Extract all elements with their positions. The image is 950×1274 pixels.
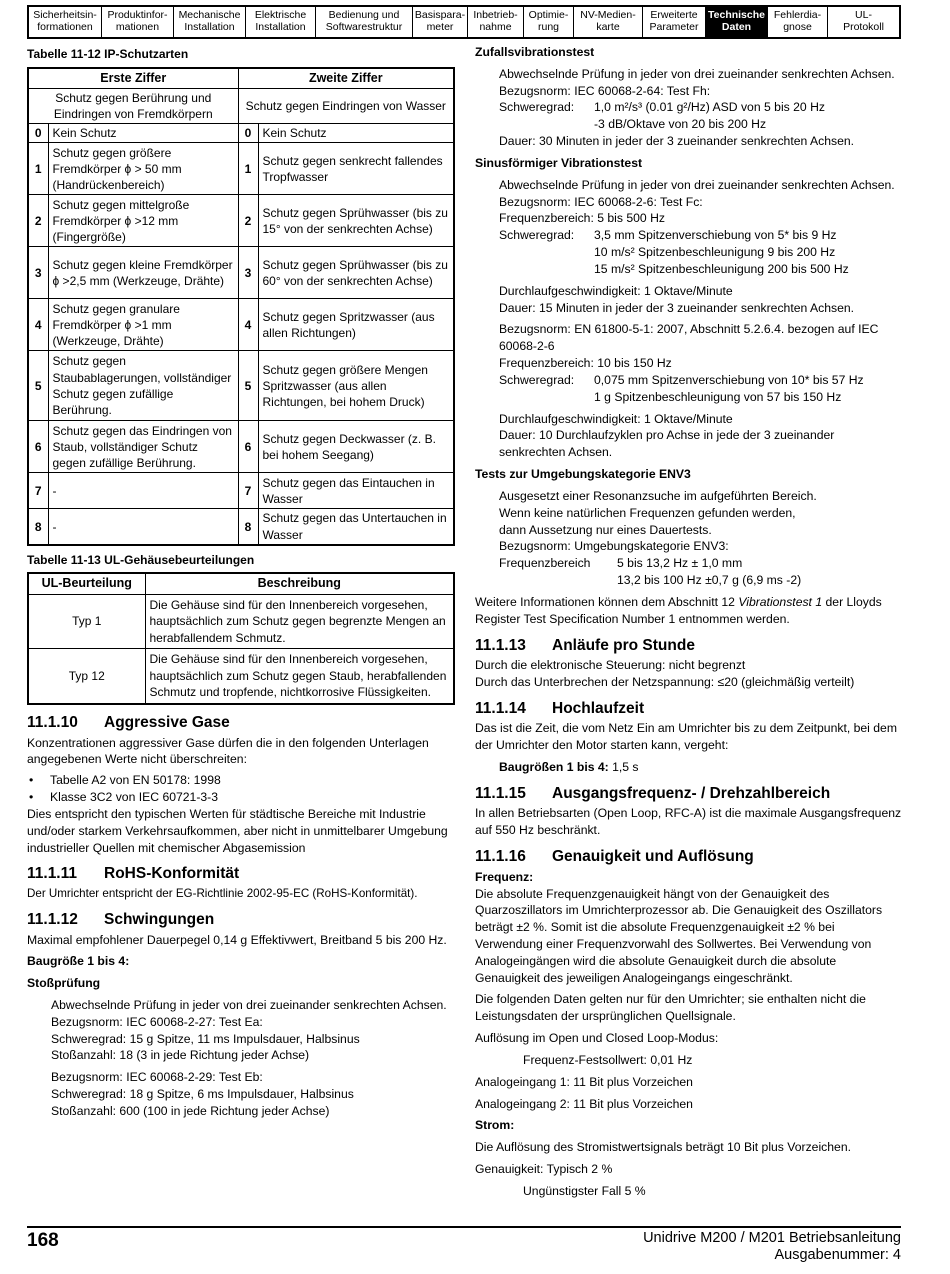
text-line: Abwechselnde Prüfung in jeder von drei zueinander senkrechten Achsen. xyxy=(51,997,447,1012)
text-line: Bezugsnorm: IEC 60068-2-6: Test Fc: xyxy=(499,194,703,209)
ip-desc: Kein Schutz xyxy=(258,124,454,143)
text-label: Frequenzbereich xyxy=(499,556,591,571)
nav-tab-technische-daten[interactable]: Technische Daten xyxy=(706,7,768,37)
ip-digit: 2 xyxy=(28,195,48,247)
ul-enclosure-table xyxy=(27,572,455,705)
text-line: Analogeingang 1: 11 Bit plus Vorzeichen xyxy=(475,1074,693,1089)
bullet-list xyxy=(27,772,455,806)
ip-digit: 0 xyxy=(238,124,258,143)
paragraph: Weitere Informationen können dem Abschnitt 12 Vibrationstest 1 der Lloyds Register Test Specification Number 1 entnommen werden. xyxy=(475,594,882,626)
text-line: Dauer: 15 Minuten in jeder der 3 zueinander senkrechten Achsen. xyxy=(499,300,855,315)
nav-tab-sicherheitsinformationen[interactable]: Sicherheitsin- formationen xyxy=(29,7,102,37)
text-line: Frequenz-Festsollwert: 0,01 Hz xyxy=(523,1052,693,1067)
ul-head-description: Beschreibung xyxy=(145,573,454,594)
ul-type: Typ 12 xyxy=(28,649,145,704)
table-row xyxy=(28,594,454,649)
ip-desc: Schutz gegen das Eindringen von Staub, vollständiger Schutz gegen zufällige Berührung. xyxy=(48,421,238,473)
ip-desc: Schutz gegen Sprühwasser (bis zu 60° von der senkrechten Achse) xyxy=(258,247,454,299)
ip-desc: Schutz gegen größere Mengen Spritzwasser (aus allen Richtungen, bei hohem Druck) xyxy=(258,351,454,421)
paragraph: In allen Betriebsarten (Open Loop, RFC-A) ist die maximale Ausgangsfrequenz auf 550 Hz beschränkt. xyxy=(475,806,902,838)
ip-digit: 5 xyxy=(238,351,258,421)
ip-desc: - xyxy=(48,509,238,545)
text-value: 1,0 m²/s³ (0.01 g²/Hz) ASD von 5 bis 20 Hz xyxy=(594,100,825,115)
ip-desc: Kein Schutz xyxy=(48,124,238,143)
paragraph: Konzentrationen aggressiver Gase dürfen die in den folgenden Unterlagen angegebenen Werte nicht überschreiten: xyxy=(27,735,429,767)
text-value: 10 m/s² Spitzenbeschleunigung 9 bis 200 Hz xyxy=(594,245,836,260)
text-value: 15 m/s² Spitzenbeschleunigung 200 bis 500 Hz xyxy=(594,261,849,276)
table-row xyxy=(28,195,454,247)
section-heading-11-1-11: 11.1.11 RoHS-Konformität xyxy=(27,865,240,883)
paragraph: Der Umrichter entspricht der EG-Richtlinie 2002-95-EC (RoHS-Konformität). xyxy=(27,886,418,900)
ip-digit: 2 xyxy=(238,195,258,247)
nav-tab-basisparameter[interactable]: Basispara- meter xyxy=(413,7,468,37)
text-line: dann Aussetzung nur eines Dauertests. xyxy=(499,522,712,537)
ip-digit: 8 xyxy=(28,509,48,545)
ip-desc: - xyxy=(48,473,238,509)
table-row xyxy=(28,473,454,509)
table-row xyxy=(28,509,454,545)
text-line: Stoßanzahl: 18 (3 in jede Richtung jeder Achse) xyxy=(51,1048,310,1063)
footer-manual-info xyxy=(643,1230,901,1265)
ip-desc: Schutz gegen Deckwasser (z. B. bei hohem Seegang) xyxy=(258,421,454,473)
ip-digit: 0 xyxy=(28,124,48,143)
ip-digit: 4 xyxy=(28,299,48,351)
table-caption-ul: Tabelle 11-13 UL-Gehäusebeurteilungen xyxy=(27,552,255,567)
ip-digit: 3 xyxy=(28,247,48,299)
text-line: Ungünstigster Fall 5 % xyxy=(523,1183,646,1198)
section-heading-11-1-15: 11.1.15 Ausgangsfrequenz- / Drehzahlbereich xyxy=(475,784,831,802)
nav-tab-ul-protokoll[interactable]: UL- Protokoll xyxy=(843,9,884,33)
text-line: Genauigkeit: Typisch 2 % xyxy=(475,1162,613,1177)
paragraph: Die absolute Frequenzgenauigkeit hängt von der Genauigkeit des Quarzoszillators im Umrichterprozessor ab. Die Genauigkeit des Oszillators beträgt ±2 %. Somit ist die absolute Frequenzgenauigkeit ±2 % bei Verwendung einer Frequenzvorwahl des Sollwertes. Bei Verwendung von Analogeingängen wird die absolute Genauigkeit durch die absolute Genauigkeit des jeweiligen Analogeingangs eingeschränkt. xyxy=(475,886,883,985)
text-label: Schweregrad: xyxy=(499,228,575,243)
paragraph: Das ist die Zeit, die vom Netz Ein am Umrichter bis zu dem Zeitpunkt, bei dem der Umrichter den Motor starten kann, vergeht: xyxy=(475,721,897,753)
edition-number: Ausgabenummer: 4 xyxy=(774,1247,901,1264)
ul-description: Die Gehäuse sind für den Innenbereich vorgesehen, hauptsächlich zum Schutz gegen begrenzte Mengen an herabfallendem Schmutz. xyxy=(145,594,454,649)
list-item: • Klasse 3C2 von IEC 60721-3-3 xyxy=(27,789,455,806)
nav-tab-optimierung[interactable]: Optimie- rung xyxy=(524,7,574,37)
section-heading-11-1-10: 11.1.10 Aggressive Gase xyxy=(27,713,230,731)
ip-desc: Schutz gegen Spritzwasser (aus allen Richtungen) xyxy=(258,299,454,351)
ip-desc: Schutz gegen das Untertauchen in Wasser xyxy=(258,509,454,545)
ip-digit: 6 xyxy=(28,421,48,473)
sine-vibration-block xyxy=(475,177,903,461)
text-value: 1 g Spitzenbeschleunigung von 57 bis 150 Hz xyxy=(594,389,842,404)
text-line: Dauer: 30 Minuten in jeder der 3 zueinander senkrechten Achsen. xyxy=(499,134,855,149)
text-line: Bezugsnorm: IEC 60068-2-29: Test Eb: xyxy=(51,1070,263,1085)
section-heading-11-1-13: 11.1.13 Anläufe pro Stunde xyxy=(475,636,695,654)
ip-protection-table xyxy=(27,67,455,546)
ip-desc: Schutz gegen kleine Fremdkörper ϕ >2,5 mm (Werkzeuge, Drähte) xyxy=(48,247,238,299)
subheading: Tests zur Umgebungskategorie ENV3 xyxy=(475,467,691,482)
text-value: 0,075 mm Spitzenverschiebung von 10* bis 57 Hz xyxy=(594,372,864,387)
text-line: Durchlaufgeschwindigkeit: 1 Oktave/Minute xyxy=(499,283,733,298)
paragraph: Die folgenden Daten gelten nur für den Umrichter; sie enthalten nicht die Leistungsdaten der ursprünglichen Quellsignale. xyxy=(475,992,866,1024)
ip-sub-first: Schutz gegen Berührung und Eindringen von Fremdkörpern xyxy=(28,88,238,123)
section-heading-11-1-12: 11.1.12 Schwingungen xyxy=(27,910,215,928)
text-line: Schweregrad: 15 g Spitze, 11 ms Impulsdauer, Halbsinus xyxy=(51,1031,360,1046)
table-caption-ip: Tabelle 11-12 IP-Schutzarten xyxy=(27,47,189,61)
left-column xyxy=(27,46,455,1120)
ip-desc: Schutz gegen granulare Fremdkörper ϕ >1 mm (Werkzeuge, Drähte) xyxy=(48,299,238,351)
subheading: Sinusförmiger Vibrationstest xyxy=(475,155,643,170)
text-line: Wenn keine natürlichen Frequenzen gefunden werden, xyxy=(499,505,796,520)
nav-tab-mechanische-installation[interactable]: Mechanische Installation xyxy=(174,7,246,37)
ip-digit: 7 xyxy=(238,473,258,509)
text-line: Ausgesetzt einer Resonanzsuche im aufgeführten Bereich. xyxy=(499,488,817,503)
ip-digit: 4 xyxy=(238,299,258,351)
text-line: Schweregrad: 18 g Spitze, 6 ms Impulsdauer, Halbsinus xyxy=(51,1087,354,1102)
text-value: 13,2 bis 100 Hz ±0,7 g (6,9 ms -2) xyxy=(617,573,802,588)
nav-tab-elektrische-installation[interactable]: Elektrische Installation xyxy=(246,7,316,37)
chapter-navigation-bar xyxy=(27,5,901,39)
nav-tab-erweiterte-parameter[interactable]: Erweiterte Parameter xyxy=(643,7,706,37)
paragraph: Dies entspricht den typischen Werten für städtische Bereiche mit Industrie und/oder starkem Verkehrsaufkommen, aber nicht in unmittelbarer Umgebung industrieller Quellen mit chemischer Abgasemission xyxy=(27,806,448,855)
text-line: Baugrößen 1 bis 4: 1,5 s xyxy=(499,760,639,774)
paragraph: Die Auflösung des Stromistwertsignals beträgt 10 Bit plus Vorzeichen. xyxy=(475,1140,851,1155)
ul-description: Die Gehäuse sind für den Innenbereich vorgesehen, hauptsächlich zum Schutz gegen Staub, herabfallenden Schmutz und tropfende, nichtkorrosive Flüssigkeiten. xyxy=(145,649,454,704)
subheading: Stoßprüfung xyxy=(27,976,101,991)
text-line: Bezugsnorm: EN 61800-5-1: 2007, Abschnitt 5.2.6.4. bezogen auf IEC 60068-2-6 xyxy=(499,322,879,354)
ip-sub-second: Schutz gegen Eindringen von Wasser xyxy=(238,88,454,123)
text-line: Bezugsnorm: Umgebungskategorie ENV3: xyxy=(499,539,729,554)
ip-digit: 7 xyxy=(28,473,48,509)
nav-tab-inbetriebnahme[interactable]: Inbetrieb- nahme xyxy=(468,7,524,37)
ip-desc: Schutz gegen größere Fremdkörper ϕ > 50 mm (Handrückenbereich) xyxy=(48,143,238,195)
text-line: Durch das Unterbrechen der Netzspannung: ≤20 (gleichmäßig verteilt) xyxy=(475,674,855,689)
subheading: Zufallsvibrationstest xyxy=(475,45,595,59)
text-line: Frequenzbereich: 5 bis 500 Hz xyxy=(499,211,665,226)
ip-head-second-digit: Zweite Ziffer xyxy=(238,68,454,89)
table-row xyxy=(28,649,454,704)
manual-title: Unidrive M200 / M201 Betriebsanleitung xyxy=(643,1230,901,1246)
table-row xyxy=(28,351,454,421)
text-label: Schweregrad: xyxy=(499,100,575,115)
ip-desc: Schutz gegen mittelgroße Fremdkörper ϕ >12 mm (Fingergröße) xyxy=(48,195,238,247)
text-line: Frequenzbereich: 10 bis 150 Hz xyxy=(499,356,672,371)
ul-head-rating: UL-Beurteilung xyxy=(28,573,145,594)
subheading: Frequenz: xyxy=(475,869,534,884)
env3-block xyxy=(475,488,903,589)
text-value: 5 bis 13,2 Hz ± 1,0 mm xyxy=(617,556,743,571)
ip-digit: 1 xyxy=(238,143,258,195)
list-item: • Tabelle A2 von EN 50178: 1998 xyxy=(27,772,455,789)
nav-tab-produktinformationen[interactable]: Produktinfor- mationen xyxy=(102,7,174,37)
text-line: Analogeingang 2: 11 Bit plus Vorzeichen xyxy=(475,1096,693,1111)
ip-desc: Schutz gegen Sprühwasser (bis zu 15° von der senkrechten Achse) xyxy=(258,195,454,247)
nav-tab-bedienung[interactable]: Bedienung und Softwarestruktur xyxy=(316,7,413,37)
table-row xyxy=(28,143,454,195)
text-line: Abwechselnde Prüfung in jeder von drei zueinander senkrechten Achsen. xyxy=(499,177,895,192)
right-column xyxy=(475,44,903,1200)
table-row xyxy=(28,299,454,351)
text-line: Durchlaufgeschwindigkeit: 1 Oktave/Minute xyxy=(499,411,733,426)
text-line: Abwechselnde Prüfung in jeder von drei zueinander senkrechten Achsen. xyxy=(499,66,895,81)
paragraph: Auflösung im Open und Closed Loop-Modus: xyxy=(475,1031,719,1046)
shock-test-block xyxy=(27,997,455,1120)
ip-desc: Schutz gegen senkrecht fallendes Tropfwasser xyxy=(258,143,454,195)
ip-digit: 5 xyxy=(28,351,48,421)
text-value: 3,5 mm Spitzenverschiebung von 5* bis 9 Hz xyxy=(594,228,837,243)
text-line: Durch die elektronische Steuerung: nicht begrenzt xyxy=(475,658,746,673)
ip-digit: 1 xyxy=(28,143,48,195)
ip-head-first-digit: Erste Ziffer xyxy=(28,68,238,89)
table-row xyxy=(28,247,454,299)
ip-desc: Schutz gegen das Eintauchen in Wasser xyxy=(258,473,454,509)
page-number: 168 xyxy=(27,1230,59,1251)
footer-divider xyxy=(27,1226,901,1228)
table-row xyxy=(28,124,454,143)
ip-digit: 6 xyxy=(238,421,258,473)
ip-digit: 3 xyxy=(238,247,258,299)
text-line: Bezugsnorm: IEC 60068-2-64: Test Fh: xyxy=(499,83,711,98)
text-line: Dauer: 10 Durchlaufzyklen pro Achse in jede der 3 zueinander senkrechten Achsen. xyxy=(499,428,835,460)
text-label: Schweregrad: xyxy=(499,372,575,387)
section-heading-11-1-14: 11.1.14 Hochlaufzeit xyxy=(475,699,645,717)
text-line: Stoßanzahl: 600 (100 in jede Richtung jeder Achse) xyxy=(51,1103,330,1118)
subheading: Baugröße 1 bis 4: xyxy=(27,954,130,969)
nav-tab-nv-medienkarte[interactable]: NV-Medien- karte xyxy=(574,7,643,37)
subheading: Strom: xyxy=(475,1118,515,1133)
text-line: Bezugsnorm: IEC 60068-2-27: Test Ea: xyxy=(51,1014,263,1029)
paragraph: Maximal empfohlener Dauerpegel 0,14 g Effektivwert, Breitband 5 bis 200 Hz. xyxy=(27,932,447,947)
table-row xyxy=(28,421,454,473)
text-value: -3 dB/Oktave von 20 bis 200 Hz xyxy=(594,117,767,132)
nav-tab-fehlerdiagnose[interactable]: Fehlerdia- gnose xyxy=(768,7,828,37)
section-heading-11-1-16: 11.1.16 Genauigkeit und Auflösung xyxy=(475,848,754,866)
random-vibration-block xyxy=(475,66,903,150)
ip-desc: Schutz gegen Staubablagerungen, vollständiger Schutz gegen zufällige Berührung. xyxy=(48,351,238,421)
ul-type: Typ 1 xyxy=(28,594,145,649)
ip-digit: 8 xyxy=(238,509,258,545)
